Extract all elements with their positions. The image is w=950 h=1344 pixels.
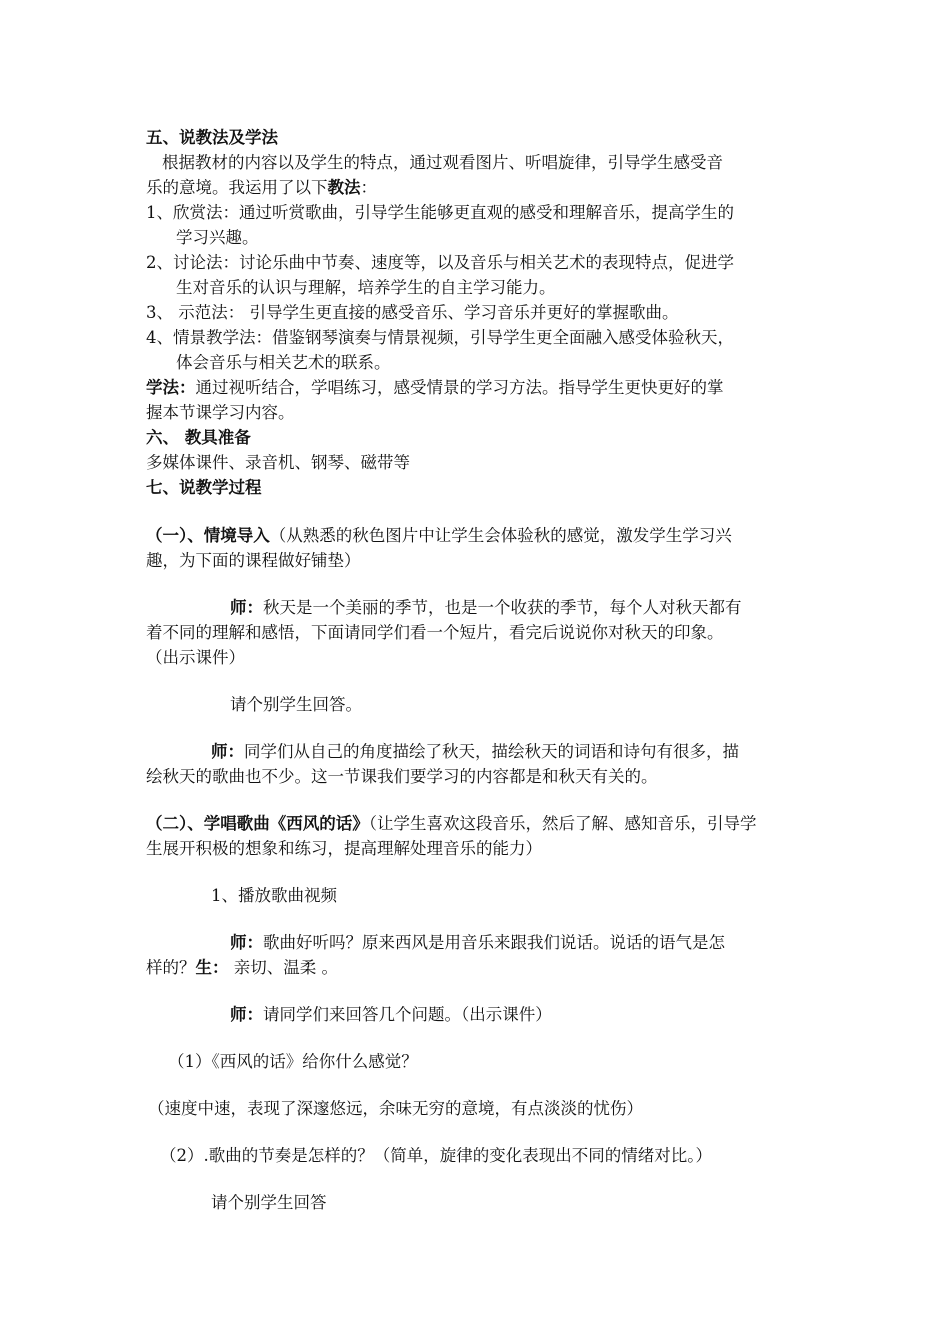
student-answer-1: 请个别学生回答。 — [230, 695, 362, 714]
teacher-3-line-2: 样的？生： 亲切、温柔 。 — [146, 958, 338, 977]
step-1: 1、播放歌曲视频 — [211, 886, 337, 905]
teaching-aids: 多媒体课件、录音机、钢琴、磁带等 — [146, 453, 410, 472]
teacher-label: 师： — [230, 598, 263, 617]
answer-1: （速度中速，表现了深邃悠远，余味无穷的意境，有点淡淡的忧伤） — [148, 1099, 643, 1118]
student-answer-2: 请个别学生回答 — [211, 1193, 327, 1212]
section-5-title: 五、说教法及学法 — [146, 128, 278, 147]
teacher-label: 师： — [230, 1005, 263, 1024]
question-2: （2）.歌曲的节奏是怎样的？（简单，旋律的变化表现出不同的情绪对比。） — [160, 1146, 712, 1165]
method-3: 3、 示范法： 引导学生更直接的感受音乐、学习音乐并更好的掌握歌曲。 — [146, 303, 679, 322]
teacher-1-line-1: 师：秋天是一个美丽的季节，也是一个收获的季节，每个人对秋天都有 — [230, 598, 742, 617]
section-5-intro-line-1: 根据教材的内容以及学生的特点，通过观看图片、听唱旋律，引导学生感受音 — [162, 153, 723, 172]
learning-method-line-1: 学法：通过视听结合，学唱练习，感受情景的学习方法。指导学生更快更好的掌 — [146, 378, 724, 397]
teacher-2-line-2: 绘秋天的歌曲也不少。这一节课我们要学习的内容都是和秋天有关的。 — [146, 767, 658, 786]
question-1: （1）《西风的话》给你什么感觉？ — [168, 1052, 418, 1071]
section-7-title: 七、说教学过程 — [146, 478, 262, 497]
part-1-title: （一）、情境导入 — [146, 526, 270, 545]
teaching-method-label: 教法 — [327, 178, 361, 197]
part-2-line-1: （二）、学唱歌曲《西风的话》（让学生喜欢这段音乐，然后了解、感知音乐，引导学 — [146, 814, 757, 833]
method-4-line-2: 体会音乐与相关艺术的联系。 — [176, 353, 391, 372]
teacher-1-line-2: 着不同的理解和感悟，下面请同学们看一个短片，看完后说说你对秋天的印象。 — [146, 623, 724, 642]
method-1-line-2: 学习兴趣。 — [176, 228, 259, 247]
learning-method-line-2: 握本节课学习内容。 — [146, 403, 295, 422]
teacher-3-line-1: 师：歌曲好听吗？原来西风是用音乐来跟我们说话。说话的语气是怎 — [230, 933, 725, 952]
teacher-4: 师：请同学们来回答几个问题。（出示课件） — [230, 1005, 552, 1024]
teacher-1-line-3: （出示课件） — [146, 648, 245, 667]
teacher-label: 师： — [230, 933, 263, 952]
teacher-label: 师： — [211, 742, 244, 761]
learning-method-label: 学法： — [146, 378, 196, 397]
part-1-line-2: 趣，为下面的课程做好铺垫） — [146, 551, 361, 570]
method-1-line-1: 1、欣赏法：通过听赏歌曲，引导学生能够更直观的感受和理解音乐，提高学生的 — [146, 203, 734, 222]
part-2-line-2: 生展开积极的想象和练习，提高理解处理音乐的能力） — [146, 839, 542, 858]
method-2-line-2: 生对音乐的认识与理解，培养学生的自主学习能力。 — [176, 278, 556, 297]
student-label: 生： — [195, 958, 229, 977]
method-4-line-1: 4、情景教学法：借鉴钢琴演奏与情景视频，引导学生更全面融入感受体验秋天， — [146, 328, 734, 347]
section-6-title: 六、 教具准备 — [146, 428, 251, 447]
method-2-line-1: 2、讨论法：讨论乐曲中节奏、速度等，以及音乐与相关艺术的表现特点，促进学 — [146, 253, 734, 272]
part-1-line-1: （一）、情境导入（从熟悉的秋色图片中让学生会体验秋的感觉，激发学生学习兴 — [146, 526, 732, 545]
teacher-2-line-1: 师：同学们从自己的角度描绘了秋天，描绘秋天的词语和诗句有很多，描 — [211, 742, 739, 761]
section-5-intro-line-2: 乐的意境。我运用了以下教法： — [146, 178, 377, 197]
part-2-title: （二）、学唱歌曲《西风的话》 — [146, 814, 369, 833]
